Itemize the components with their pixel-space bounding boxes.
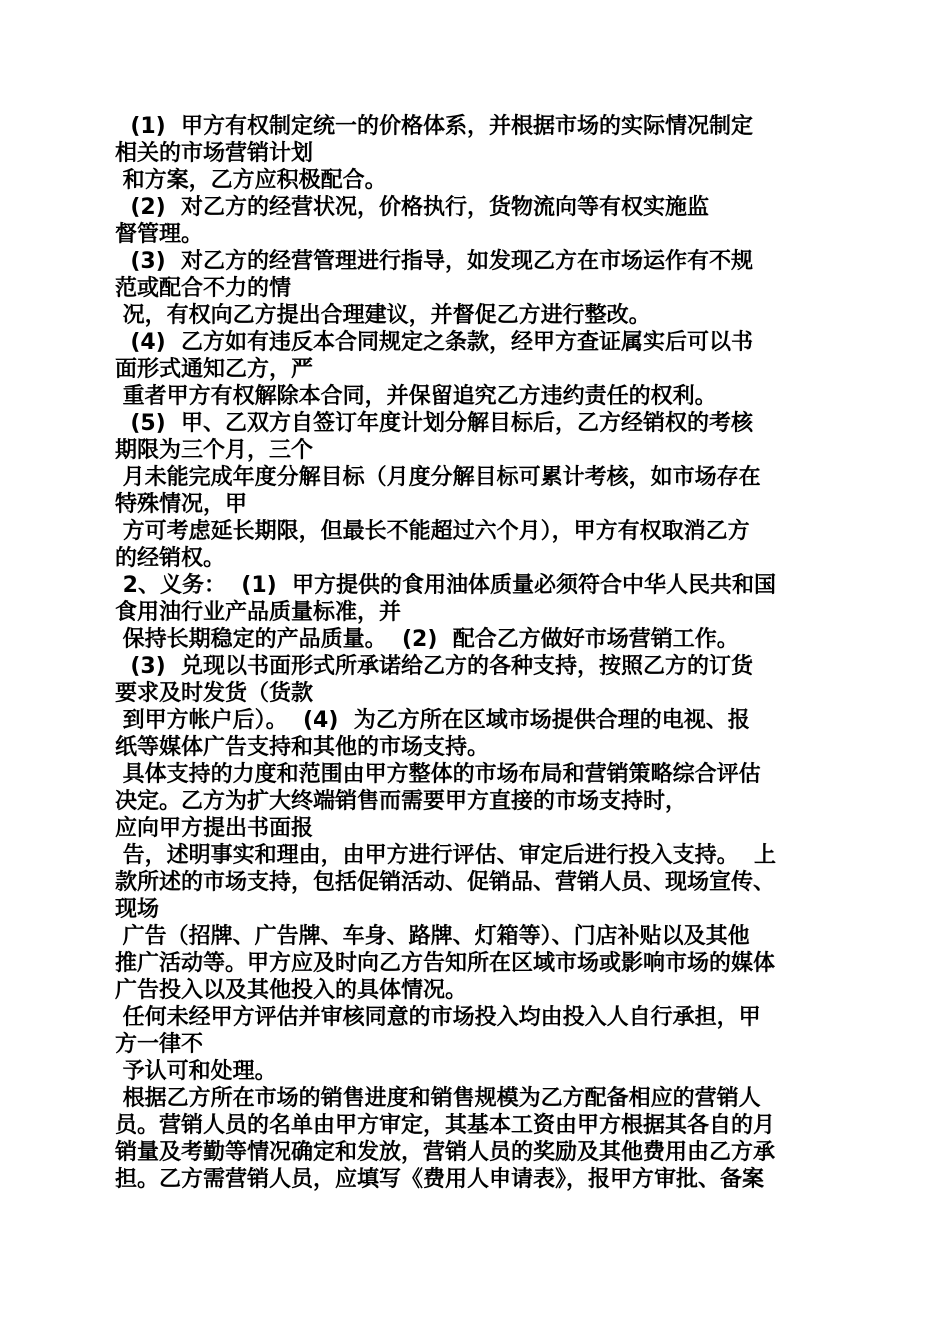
text-line: 面形式通知乙方，严	[115, 357, 314, 382]
text-line: (5) 甲、乙双方自签订年度计划分解目标后，乙方经销权的考核	[115, 411, 754, 436]
text-line: 推广活动等。甲方应及时向乙方告知所在区域市场或影响市场的媒体	[115, 951, 776, 976]
text-line: 现场	[115, 897, 160, 922]
text-line: 方可考虑延长期限，但最长不能超过六个月），甲方有权取消乙方	[115, 519, 750, 544]
text-line: 的经销权。	[115, 546, 226, 571]
text-line: 广告投入以及其他投入的具体情况。	[115, 978, 468, 1003]
text-line: 到甲方帐户后）。 (4) 为乙方所在区域市场提供合理的电视、报	[115, 708, 750, 733]
text-line: 担。乙方需营销人员，应填写《费用人申请表》，报甲方审批、备案	[115, 1167, 765, 1192]
text-line: 方一律不	[115, 1032, 204, 1057]
text-line: 销量及考勤等情况确定和发放，营销人员的奖励及其他费用由乙方承	[115, 1140, 776, 1165]
text-line: 根据乙方所在市场的销售进度和销售规模为乙方配备相应的营销人	[115, 1086, 761, 1111]
text-line: 广告（招牌、广告牌、车身、路牌、灯箱等）、门店补贴以及其他	[115, 924, 750, 949]
text-line: 食用油行业产品质量标准，并	[115, 600, 402, 625]
text-line: 特殊情况，甲	[115, 492, 248, 517]
document-body	[115, 113, 837, 1193]
text-line: 月未能完成年度分解目标（月度分解目标可累计考核，如市场存在	[115, 465, 761, 490]
text-line: 要求及时发货（货款	[115, 681, 314, 706]
text-line: (3) 对乙方的经营管理进行指导，如发现乙方在市场运作有不规	[115, 249, 754, 274]
text-line: 予认可和处理。	[115, 1059, 277, 1084]
text-line: 员。营销人员的名单由甲方审定，其基本工资由甲方根据其各自的月	[115, 1113, 776, 1138]
text-line: 相关的市场营销计划	[115, 141, 314, 166]
text-line: 保持长期稳定的产品质量。 (2) 配合乙方做好市场营销工作。	[115, 627, 739, 652]
text-line: 决定。乙方为扩大终端销售而需要甲方直接的市场支持时，	[115, 789, 688, 814]
text-line: 范或配合不力的情	[115, 276, 292, 301]
text-line: 重者甲方有权解除本合同，并保留追究乙方违约责任的权利。	[115, 384, 717, 409]
text-line: 况，有权向乙方提出合理建议，并督促乙方进行整改。	[115, 303, 651, 328]
text-line: 2、义务： (1) 甲方提供的食用油体质量必须符合中华人民共和国	[115, 573, 777, 598]
text-line: 纸等媒体广告支持和其他的市场支持。	[115, 735, 490, 760]
text-line: 告，述明事实和理由，由甲方进行评估、审定后进行投入支持。 上	[115, 843, 776, 868]
text-line: (1) 甲方有权制定统一的价格体系，并根据市场的实际情况制定	[115, 114, 754, 139]
text-line: 期限为三个月，三个	[115, 438, 314, 463]
text-line: 督管理。	[115, 222, 204, 247]
text-line: (4) 乙方如有违反本合同规定之条款，经甲方查证属实后可以书	[115, 330, 754, 355]
text-line: 和方案，乙方应积极配合。	[115, 168, 387, 193]
text-line: (2) 对乙方的经营状况，价格执行，货物流向等有权实施监	[115, 195, 710, 220]
text-line: 具体支持的力度和范围由甲方整体的市场布局和营销策略综合评估	[115, 762, 761, 787]
text-line: (3) 兑现以书面形式所承诺给乙方的各种支持，按照乙方的订货	[115, 654, 754, 679]
text-line: 应向甲方提出书面报	[115, 816, 314, 841]
text-line: 款所述的市场支持，包括促销活动、促销品、营销人员、现场宣传、	[115, 870, 776, 895]
text-line: 任何未经甲方评估并审核同意的市场投入均由投入人自行承担，甲	[115, 1005, 761, 1030]
